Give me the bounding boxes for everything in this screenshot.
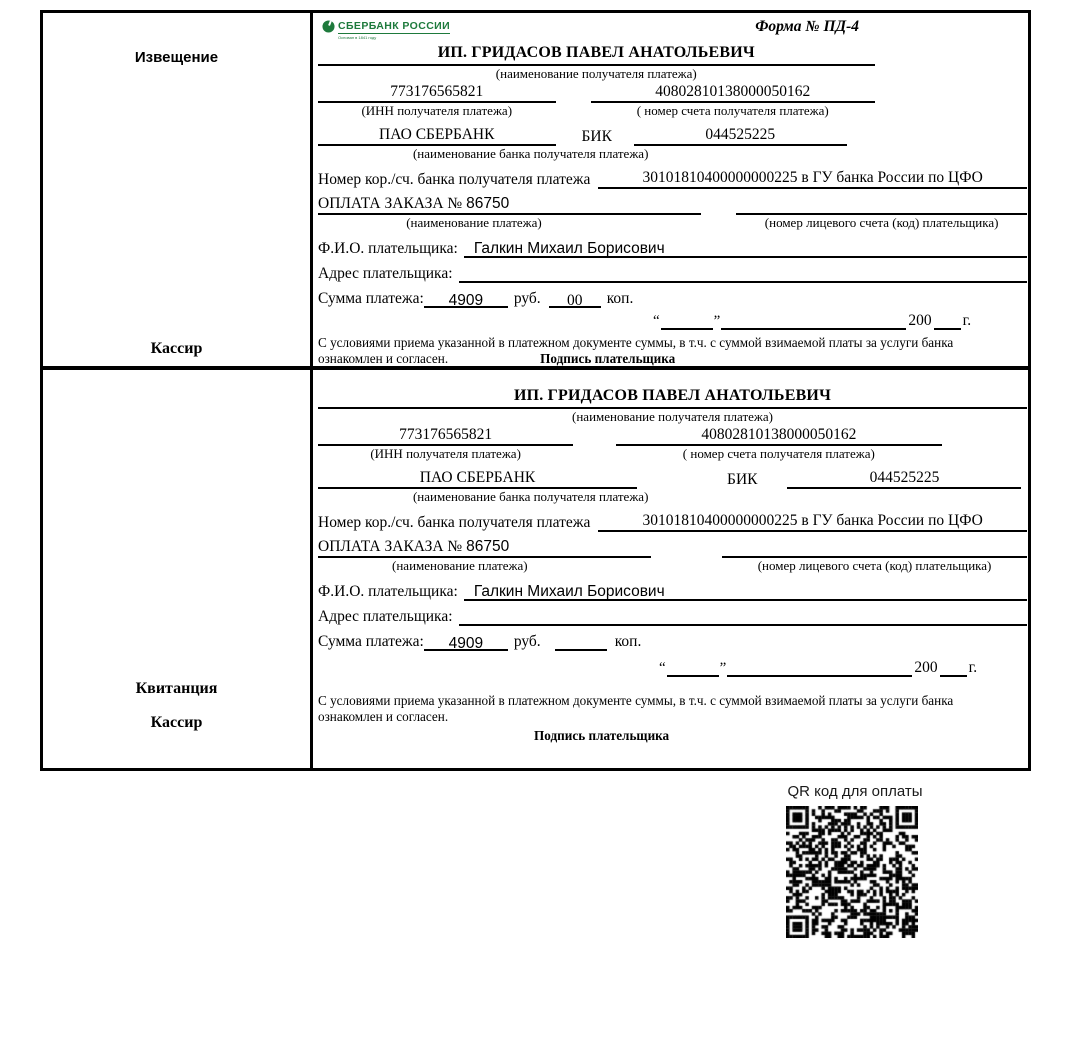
signature-label: Подпись плательщика: [534, 728, 670, 743]
bank-name-field: [318, 126, 556, 146]
amount-label: Сумма платежа:: [318, 290, 424, 307]
account-caption: ( номер счета получателя платежа): [682, 446, 875, 461]
amount-rub-field: [424, 292, 508, 308]
payee-caption: (наименование получателя платежа): [572, 409, 773, 424]
date-year-field: [934, 316, 961, 330]
inn-caption: (ИНН получателя платежа): [361, 103, 513, 118]
receipt-label: Квитанция: [135, 680, 218, 697]
amount-rub-value: 4909: [448, 635, 484, 652]
payee-title-underline: [318, 44, 875, 66]
kop-label: коп.: [606, 290, 634, 307]
bank-name-value: ПАО СБЕРБАНК: [379, 126, 495, 143]
qr-caption: QR код для оплаты: [787, 783, 923, 800]
corr-account-field: [598, 169, 1027, 189]
account-caption: ( номер счета получателя платежа): [636, 103, 829, 118]
payment-purpose: ОПЛАТА ЗАКАЗА №: [318, 195, 467, 212]
amount-rub-value: 4909: [448, 292, 484, 309]
bik-value: 044525225: [869, 469, 940, 486]
amount-rub-field: [424, 635, 508, 651]
cashier-label: Кассир: [150, 340, 203, 357]
form-number-label: Форма № ПД-4: [755, 18, 859, 35]
notice-header-row: [318, 18, 1027, 44]
amount-kop-field: [555, 635, 607, 651]
payee-name: ИП. ГРИДАСОВ ПАВЕЛ АНАТОЛЬЕВИЧ: [513, 387, 832, 404]
corr-account-field: [598, 512, 1027, 532]
bank-caption: (наименование банка получателя платежа): [412, 489, 649, 504]
date-row: [658, 657, 1027, 677]
bik-value: 044525225: [705, 126, 776, 143]
payer-name-field: [464, 240, 1027, 258]
payer-address-label: Адрес плательщика:: [318, 265, 453, 282]
account-value: 40802810138000050162: [655, 83, 811, 100]
notice-side-column: [43, 13, 313, 366]
receipt-side-column: [43, 370, 313, 768]
quote-open: “: [653, 313, 660, 329]
payee-caption: (наименование получателя платежа): [495, 66, 697, 81]
date-month-field: [721, 316, 906, 330]
corr-account-value: 30101810400000000225 в ГУ банка России по ЦФО: [642, 512, 983, 529]
payer-address-field: [459, 265, 1027, 283]
terms-line1: С условиями приема указанной в платежном документе суммы, в т.ч. с суммой взимаемой платы за услуги банка: [318, 335, 954, 350]
cashier-label: Кассир: [150, 714, 203, 731]
account-value: 40802810138000050162: [701, 426, 857, 443]
quote-close: ”: [713, 313, 721, 329]
quote-open: “: [659, 660, 666, 676]
payer-name-value: Галкин Михаил Борисович: [473, 583, 665, 600]
payer-name-label: Ф.И.О. плательщика:: [318, 583, 458, 600]
corr-account-label: Номер кор./сч. банка получателя платежа: [318, 171, 591, 188]
corr-account-value: 30101810400000000225 в ГУ банка России по ЦФО: [642, 169, 983, 186]
payer-name-field: [464, 583, 1027, 601]
inn-caption: (ИНН получателя платежа): [370, 446, 521, 461]
payer-name-label: Ф.И.О. плательщика:: [318, 240, 458, 257]
date-month-field: [727, 663, 912, 677]
rub-label: руб.: [513, 290, 541, 307]
date-year-field: [940, 663, 967, 677]
inn-value-field: [318, 83, 556, 103]
bank-caption: (наименование банка получателя платежа): [412, 146, 649, 161]
year-prefix: 200: [914, 659, 938, 676]
payer-code-caption: (номер лицевого счета (код) плательщика): [764, 215, 999, 230]
payment-purpose: ОПЛАТА ЗАКАЗА №: [318, 538, 467, 555]
kop-label: коп.: [614, 633, 642, 650]
payer-code-caption: (номер лицевого счета (код) плательщика): [757, 558, 992, 573]
receipt-form-body: [313, 370, 1028, 768]
payment-qr-code: [786, 806, 918, 938]
payment-caption: (наименование платежа): [392, 558, 528, 573]
payee-title-underline: [318, 387, 1027, 409]
order-number: 86750: [466, 538, 510, 555]
amount-kop-field: [549, 292, 601, 308]
order-number: 86750: [466, 195, 510, 212]
sberbank-logo-icon: [322, 20, 335, 33]
payee-name: ИП. ГРИДАСОВ ПАВЕЛ АНАТОЛЬЕВИЧ: [437, 44, 755, 61]
payer-address-field: [459, 608, 1027, 626]
year-suffix: г.: [962, 312, 972, 329]
corr-account-label: Номер кор./сч. банка получателя платежа: [318, 514, 591, 531]
date-row: [652, 310, 1027, 330]
qr-payment-block: [781, 783, 929, 938]
payment-purpose-field: [318, 538, 651, 558]
bik-value-field: [634, 126, 847, 146]
bik-label: БИК: [727, 471, 758, 488]
date-day-field: [667, 663, 719, 677]
rub-label: руб.: [513, 633, 541, 650]
terms-line2: ознакомлен и согласен.: [318, 708, 449, 724]
notice-label: Извещение: [134, 49, 219, 66]
inn-value: 773176565821: [399, 426, 493, 443]
inn-value-field: [318, 426, 573, 446]
payment-form-pd4: [40, 10, 1031, 771]
payer-name-value: Галкин Михаил Борисович: [473, 240, 665, 257]
notice-section: [43, 13, 1028, 370]
date-day-field: [661, 316, 713, 330]
payer-code-field: [736, 195, 1027, 215]
sberbank-logo-text: СБЕРБАНК РОССИИ: [338, 20, 451, 32]
terms-line1: С условиями приема указанной в платежном документе суммы, в т.ч. с суммой взимаемой платы за услуги банка: [318, 693, 954, 708]
payer-address-label: Адрес плательщика:: [318, 608, 453, 625]
amount-label: Сумма платежа:: [318, 633, 424, 650]
year-prefix: 200: [908, 312, 932, 329]
sberbank-logo: [322, 20, 450, 40]
quote-close: ”: [719, 660, 727, 676]
amount-kop-value: 00: [566, 292, 583, 309]
receipt-section: [43, 370, 1028, 768]
payment-purpose-field: [318, 195, 701, 215]
account-value-field: [616, 426, 942, 446]
year-suffix: г.: [968, 659, 978, 676]
sberbank-logo-tagline: Основан в 1841 году: [338, 34, 377, 40]
terms-line2: ознакомлен и согласен.: [318, 350, 449, 366]
account-value-field: [591, 83, 875, 103]
signature-label: Подпись плательщика: [540, 350, 676, 366]
bank-name-value: ПАО СБЕРБАНК: [419, 469, 536, 486]
payment-caption: (наименование платежа): [406, 215, 542, 230]
notice-form-body: [313, 13, 1028, 366]
bik-value-field: [787, 469, 1021, 489]
bik-label: БИК: [581, 128, 612, 145]
payer-code-field: [722, 538, 1027, 558]
bank-name-field: [318, 469, 637, 489]
inn-value: 773176565821: [390, 83, 484, 100]
